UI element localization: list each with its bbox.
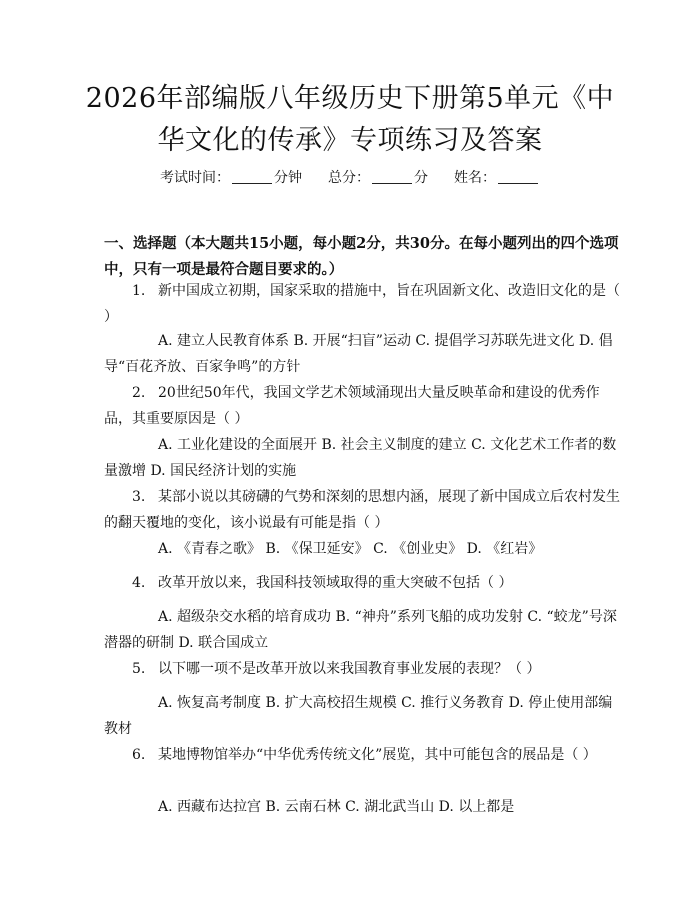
question-5-options [104,690,624,742]
question-number: 6. [132,747,146,763]
question-stem: 新中国成立初期，国家采取的措施中，旨在巩固新文化、改造旧文化的是（ ） [104,283,620,325]
exam-meta [0,168,700,188]
name-blank [498,169,538,184]
score-blank [372,169,412,184]
options-text: A. 《青春之歌》 B. 《保卫延安》 C. 《创业史》 D. 《红岩》 [158,541,543,557]
time-label: 考试时间： [160,170,230,186]
score-label: 总分： [328,170,370,186]
question-4 [104,570,624,596]
question-stem: 以下哪一项不是改革开放以来我国教育事业发展的表现？（ ） [158,661,541,677]
page-title [80,78,620,162]
question-number: 1. [132,283,146,299]
question-stem: 某部小说以其磅礴的气势和深刻的思想内涵，展现了新中国成立后农村发生的翻天覆地的变化，该小说最有可能是指（ ） [104,489,620,531]
question-4-options [104,604,624,656]
options-text: A. 西藏布达拉宫 B. 云南石林 C. 湖北武当山 D. 以上都是 [158,799,515,815]
options-text: A. 超级杂交水稻的培育成功 B. “神舟”系列飞船的成功发射 C. “蛟龙”号深潜器的研制 D. 联合国成立 [104,609,617,651]
options-text: A. 恢复高考制度 B. 扩大高校招生规模 C. 推行义务教育 D. 停止使用部编教材 [104,695,613,737]
title-line-2: 华文化的传承》专项练习及答案 [157,125,543,156]
question-5 [104,656,624,682]
question-3-options [104,536,624,562]
title-line-1: 2026年部编版八年级历史下册第5单元《中 [85,83,615,114]
options-text: A. 工业化建设的全面展开 B. 社会主义制度的建立 C. 文化艺术工作者的数量激增 D. 国民经济计划的实施 [104,437,617,479]
question-2-options [104,432,624,484]
question-1-options [104,328,624,380]
question-stem: 某地博物馆举办“中华优秀传统文化”展览，其中可能包含的展品是（ ） [158,747,597,763]
time-unit: 分钟 [274,170,302,186]
question-6-options [104,794,624,820]
score-unit: 分 [414,170,428,186]
question-1 [104,278,624,330]
question-6 [104,742,624,768]
question-number: 5. [132,661,146,677]
question-2 [104,380,624,432]
question-3 [104,484,624,536]
question-number: 4. [132,575,146,591]
time-blank [232,169,272,184]
question-stem: 20世纪50年代，我国文学艺术领域涌现出大量反映革命和建设的优秀作品，其重要原因是（ ） [104,385,600,427]
section-title: 一、选择题（本大题共15小题，每小题2分，共30分。在每小题列出的四个选项中，只有一项是最符合题目要求的。） [104,235,619,278]
question-number: 2. [132,385,146,401]
question-number: 3. [132,489,146,505]
name-label: 姓名： [454,170,496,186]
question-stem: 改革开放以来，我国科技领域取得的重大突破不包括（ ） [158,575,513,591]
options-text: A. 建立人民教育体系 B. 开展“扫盲”运动 C. 提倡学习苏联先进文化 D. 倡导“百花齐放、百家争鸣”的方针 [104,333,613,375]
